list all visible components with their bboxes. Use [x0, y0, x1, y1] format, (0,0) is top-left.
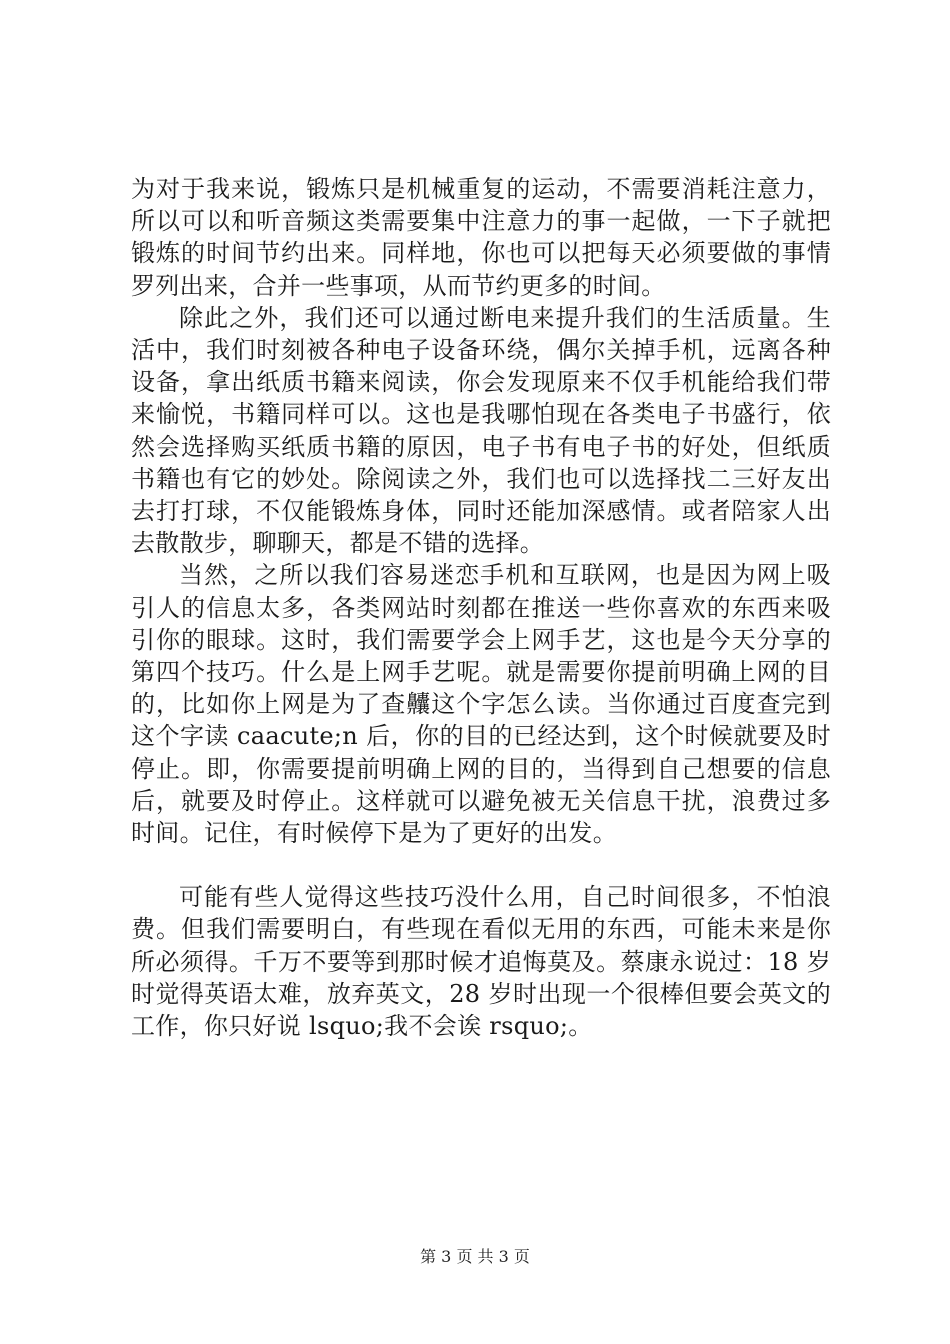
paragraph-1: 为对于我来说，锻炼只是机械重复的运动，不需要消耗注意力，所以可以和听音频这类需要集中注意力的事一起做，一下子就把锻炼的时间节约出来。同样地，你也可以把每天必须要做的事情罗列出来，合并一些事项，从而节约更多的时间。	[131, 175, 831, 300]
document-body	[131, 173, 831, 1042]
paragraph-gap	[131, 849, 831, 881]
paragraph-3: 当然，之所以我们容易迷恋手机和互联网，也是因为网上吸引人的信息太多，各类网站时刻都在推送一些你喜欢的东西来吸引你的眼球。这时，我们需要学会上网手艺，这也是今天分享的第四个技巧。什么是上网手艺呢。就是需要你提前明确上网的目的，比如你上网是为了查齉这个字怎么读。当你通过百度查完到这个字读 caacute;n 后，你的目的已经达到，这个时候就要及时停止。即，你需要提前明确上网的目的，当得到自己想要的信息后，就要及时停止。这样就可以避免被无关信息干扰，浪费过多时间。记住，有时候停下是为了更好的出发。	[131, 561, 831, 848]
paragraph-2: 除此之外，我们还可以通过断电来提升我们的生活质量。生活中，我们时刻被各种电子设备环绕，偶尔关掉手机，远离各种设备，拿出纸质书籍来阅读，你会发现原来不仅手机能给我们带来愉悦，书籍同样可以。这也是我哪怕现在各类电子书盛行，依然会选择购买纸质书籍的原因，电子书有电子书的好处，但纸质书籍也有它的妙处。除阅读之外，我们也可以选择找二三好友出去打打球，不仅能锻炼身体，同时还能加深感情。或者陪家人出去散散步，聊聊天，都是不错的选择。	[131, 303, 831, 558]
paragraph-4: 可能有些人觉得这些技巧没什么用，自己时间很多，不怕浪费。但我们需要明白，有些现在看似无用的东西，可能未来是你所必须得。千万不要等到那时候才追悔莫及。蔡康永说过：18 岁时觉得英语太难，放弃英文，28 岁时出现一个很棒但要会英文的工作，你只好说 lsquo;我不会诶 rsquo;。	[131, 883, 831, 1041]
page-footer: 第 3 页 共 3 页	[420, 1247, 530, 1266]
